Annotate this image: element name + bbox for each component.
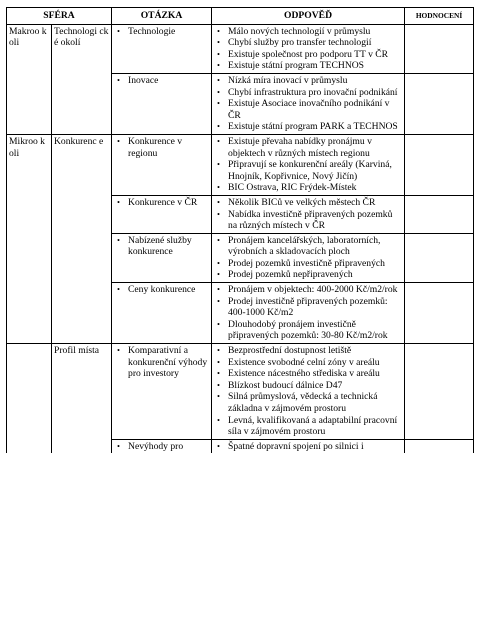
bullet-icon: • (217, 182, 220, 193)
answer-list (214, 284, 402, 342)
answer-text: Chybí služby pro transfer technologií (228, 37, 372, 49)
answer-item (214, 368, 402, 380)
answer-item (214, 182, 402, 194)
question-cell (112, 73, 212, 134)
bullet-icon: • (217, 48, 220, 59)
answer-item (214, 441, 402, 453)
question-label: Konkurence v ČR (128, 196, 198, 208)
answer-cell (212, 439, 405, 453)
sphere-cell: Makroo koli (7, 24, 52, 134)
answer-item (214, 319, 402, 342)
bullet-icon: • (117, 135, 120, 146)
answer-text: Existence svobodné celní zóny v areálu (228, 356, 380, 368)
bullet-icon: • (217, 121, 220, 132)
answer-cell (212, 134, 405, 195)
sphere-cell (7, 344, 52, 454)
answer-text: Existuje Asociace inovačního podnikání v ČR (228, 98, 390, 121)
bullet-icon: • (217, 135, 220, 146)
answer-text: Prodej investičně připravených pozemků: 400-1000 Kč/m2 (228, 295, 388, 319)
bullet-icon: • (217, 379, 220, 390)
answer-item (214, 284, 402, 296)
question-cell (112, 24, 212, 73)
bullet-icon: • (217, 345, 220, 356)
bullet-icon: • (217, 284, 220, 295)
answer-item (214, 75, 402, 87)
answer-list (214, 197, 402, 232)
answer-text: Několik BICů ve velkých městech ČR (228, 196, 376, 208)
question-cell (112, 344, 212, 440)
question-cell (112, 134, 212, 195)
document-page (6, 7, 473, 453)
answer-cell (212, 233, 405, 282)
answer-text: Silná průmyslová, vědecká a technická základna v zájmovém prostoru (228, 391, 378, 414)
answer-text: Blízkost budoucí dálnice D47 (228, 379, 343, 391)
rating-cell (405, 134, 474, 195)
bullet-icon: • (217, 196, 220, 207)
bullet-icon: • (117, 234, 120, 245)
answer-item (214, 87, 402, 99)
answer-text: Existuje státní program PARK a TECHNOS (228, 121, 398, 133)
bullet-icon: • (217, 356, 220, 367)
bullet-icon: • (117, 284, 120, 295)
answer-text: Existence nácestného střediska v areálu (228, 368, 380, 380)
answer-item (214, 98, 402, 121)
answer-text: Levná, kvalifikovaná a adaptabilní pracovní síla v zájmovém prostoru (228, 414, 398, 438)
bullet-icon: • (217, 60, 220, 71)
question-item (114, 26, 209, 38)
bullet-icon: • (217, 234, 220, 245)
table-row (7, 134, 474, 195)
answer-item (214, 121, 402, 133)
bullet-icon: • (217, 86, 220, 97)
answer-cell (212, 24, 405, 73)
bullet-icon: • (217, 318, 220, 329)
answer-item (214, 209, 402, 232)
question-item (114, 284, 209, 296)
header-otazka: OTÁZKA (112, 8, 212, 25)
rating-cell (405, 233, 474, 282)
answer-text: Existuje státní program TECHNOS (228, 60, 365, 72)
bullet-icon: • (117, 345, 120, 356)
bullet-icon: • (117, 196, 120, 207)
question-item (114, 345, 209, 380)
answer-list (214, 75, 402, 133)
answer-cell (212, 195, 405, 233)
bullet-icon: • (117, 74, 120, 85)
answer-text: Prodej pozemků nepřipravených (228, 269, 353, 281)
answer-item (214, 235, 402, 258)
answer-item (214, 380, 402, 392)
question-label: Technologie (128, 25, 176, 37)
answer-text: Špatné dopravní spojení po silnici i (228, 440, 364, 452)
answer-text: Pronájem kancelářských, laboratorních, výrobních a skladovacích ploch (228, 234, 381, 258)
bullet-icon: • (217, 269, 220, 280)
answer-text: Pronájem v objektech: 400-2000 Kč/m2/rok (228, 284, 398, 296)
answer-text: Existuje převaha nabídky pronájmu v objektech v různých místech regionu (228, 135, 372, 159)
answer-list (214, 26, 402, 72)
question-label: Komparativní a konkurenční výhody pro investory (128, 345, 208, 380)
bullet-icon: • (217, 440, 220, 451)
answer-text: Prodej pozemků investičně připravených (228, 257, 385, 269)
answer-list (214, 345, 402, 438)
question-label: Nabízené služby konkurence (128, 234, 192, 258)
question-item (114, 441, 209, 453)
answer-text: Málo nových technologií v průmyslu (228, 25, 371, 37)
bullet-icon: • (217, 295, 220, 306)
question-label: Inovace (128, 74, 159, 86)
answer-item (214, 60, 402, 72)
question-item (114, 136, 209, 159)
question-cell (112, 233, 212, 282)
table-row (7, 24, 474, 73)
answer-text: Nabídka investičně připravených pozemků na různých místech v ČR (228, 208, 393, 232)
bullet-icon: • (217, 208, 220, 219)
answer-item (214, 357, 402, 369)
swot-table (6, 7, 474, 453)
question-label: Ceny konkurence (128, 284, 196, 296)
answer-item (214, 136, 402, 159)
answer-text: BIC Ostrava, RIC Frýdek-Místek (228, 182, 357, 194)
answer-text: Dlouhodobý pronájem investičně připravených pozemků: 30-80 Kč/m2/rok (228, 318, 388, 342)
question-cell (112, 283, 212, 344)
question-label: Nevýhody pro (128, 440, 184, 452)
subsphere-cell: Profil místa (52, 344, 112, 454)
subsphere-cell: Technologi cké okolí (52, 24, 112, 134)
header-sfera: SFÉRA (7, 8, 112, 25)
bullet-icon: • (217, 414, 220, 425)
rating-cell (405, 344, 474, 440)
answer-item (214, 37, 402, 49)
answer-item (214, 269, 402, 281)
answer-item (214, 26, 402, 38)
header-hodnoceni: HODNOCENÍ (405, 8, 474, 25)
table-row (7, 344, 474, 440)
bullet-icon: • (217, 25, 220, 36)
rating-cell (405, 439, 474, 453)
sphere-cell: Mikroo koli (7, 134, 52, 343)
answer-item (214, 296, 402, 319)
subsphere-cell: Konkurenc e (52, 134, 112, 343)
rating-cell (405, 73, 474, 134)
answer-item (214, 159, 402, 182)
answer-cell (212, 283, 405, 344)
header-row (7, 8, 474, 25)
bullet-icon: • (117, 25, 120, 36)
rating-cell (405, 24, 474, 73)
answer-text: Chybí infrastruktura pro inovační podnikání (228, 86, 398, 98)
bullet-icon: • (217, 368, 220, 379)
answer-text: Připravují se konkurenční areály (Karviná, Hnojník, Kopřivnice, Nový Jičín) (228, 159, 392, 182)
bullet-icon: • (217, 74, 220, 85)
answer-list (214, 441, 402, 453)
answer-item (214, 415, 402, 438)
answer-text: Existuje společnost pro podporu TT v ČR (228, 48, 389, 60)
answer-item (214, 391, 402, 414)
question-cell (112, 195, 212, 233)
answer-cell (212, 73, 405, 134)
question-item (114, 235, 209, 258)
rating-cell (405, 283, 474, 344)
bullet-icon: • (217, 159, 220, 170)
answer-item (214, 258, 402, 270)
bullet-icon: • (217, 37, 220, 48)
bullet-icon: • (217, 98, 220, 109)
answer-list (214, 235, 402, 281)
answer-text: Nízká míra inovací v průmyslu (228, 74, 348, 86)
table-body (7, 24, 474, 453)
answer-item (214, 197, 402, 209)
question-cell (112, 439, 212, 453)
rating-cell (405, 195, 474, 233)
answer-cell (212, 344, 405, 440)
bullet-icon: • (117, 440, 120, 451)
question-label: Konkurence v regionu (128, 135, 183, 159)
answer-item (214, 345, 402, 357)
bullet-icon: • (217, 257, 220, 268)
bullet-icon: • (217, 391, 220, 402)
header-odpoved: ODPOVĚĎ (212, 8, 405, 25)
answer-list (214, 136, 402, 194)
answer-text: Bezprostřední dostupnost letiště (228, 345, 352, 357)
question-item (114, 75, 209, 87)
question-item (114, 197, 209, 209)
answer-item (214, 49, 402, 61)
